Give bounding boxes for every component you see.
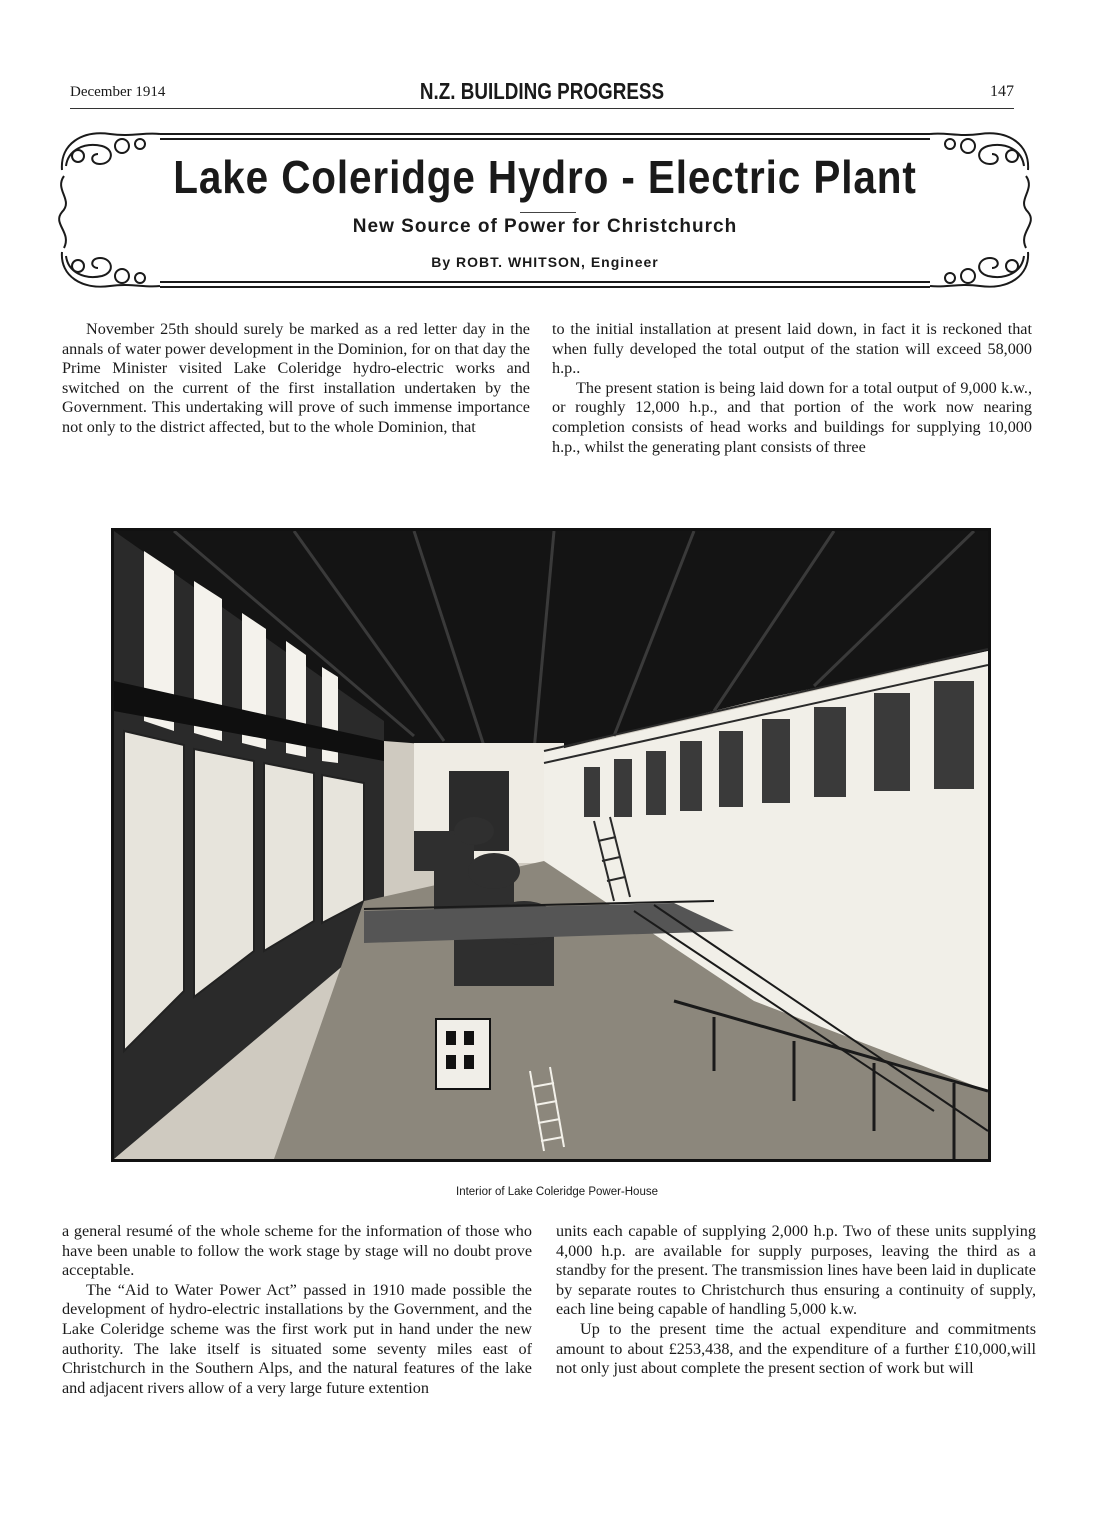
text-column-1 <box>62 320 530 438</box>
power-house-photo <box>111 528 991 1162</box>
paragraph: Up to the present time the actual expenditure and commitments amount to about £253,438, and the expenditure of a further £10,000,will not only just about complete the present section of work but will <box>556 1319 1036 1378</box>
text-column-4 <box>556 1222 1036 1379</box>
paragraph: to the initial installation at present laid down, in fact it is reckoned that when fully developed the total output of the station will exceed 58,000 h.p.. <box>552 320 1032 378</box>
ornamental-frame <box>52 120 1038 306</box>
paragraph: November 25th should surely be marked as a red letter day in the annals of water power development in the Dominion, for on that day the Prime Minister visited Lake Coleridge hydro-electric works and switched on the current of the first installation undertaken by the Government. This undertaking will prove of such immense importance not only to the district affected, but to the whole Dominion, that <box>62 320 530 436</box>
text-column-3 <box>62 1222 532 1398</box>
magazine-title: N.Z. BUILDING PROGRESS <box>419 78 665 104</box>
issue-date: December 1914 <box>70 84 166 100</box>
paragraph: The “Aid to Water Power Act” passed in 1910 made possible the development of hydro-electric installations by the Government, and the Lake Coleridge scheme was the first work put in hand under the new authority. The lake itself is situated some seventy miles east of Christchurch in the Southern Alps, and the natural features of the lake and adjacent rivers allow of a very large future extention <box>62 1280 532 1397</box>
power-house-interior-illustration <box>114 531 988 1159</box>
paragraph: a general resumé of the whole scheme for the information of those who have been unable to follow the work stage by stage will no doubt prove acceptable. <box>62 1222 532 1280</box>
subtitle-rule <box>520 212 576 213</box>
paragraph: units each capable of supplying 2,000 h.p. Two of these units supplying 4,000 h.p. are available for supply purposes, leaving the third as a standby for the present. The transmission lines have been laid in duplicate by separate routes to Christchurch thus ensuring a continuity of supply, each line being capable of handling 5,000 k.w. <box>556 1222 1036 1319</box>
title-banner <box>52 120 1038 306</box>
article-title: Lake Coleridge Hydro - Electric Plant <box>173 151 917 203</box>
paragraph: The present station is being laid down for a total output of 9,000 k.w., or roughly 12,000 h.p., and that portion of the work now nearing completion consists of head works and buildings for supplying 10,000 h.p., whilst the generating plant consists of three <box>552 378 1032 456</box>
page-number: 147 <box>990 83 1014 100</box>
running-header <box>70 78 1014 110</box>
text-column-2 <box>552 320 1032 457</box>
byline: By ROBT. WHITSON, Engineer <box>431 254 659 270</box>
article-subtitle: New Source of Power for Christchurch <box>352 216 738 237</box>
photo-caption: Interior of Lake Coleridge Power-House <box>456 1186 658 1198</box>
header-rule <box>70 108 1014 109</box>
